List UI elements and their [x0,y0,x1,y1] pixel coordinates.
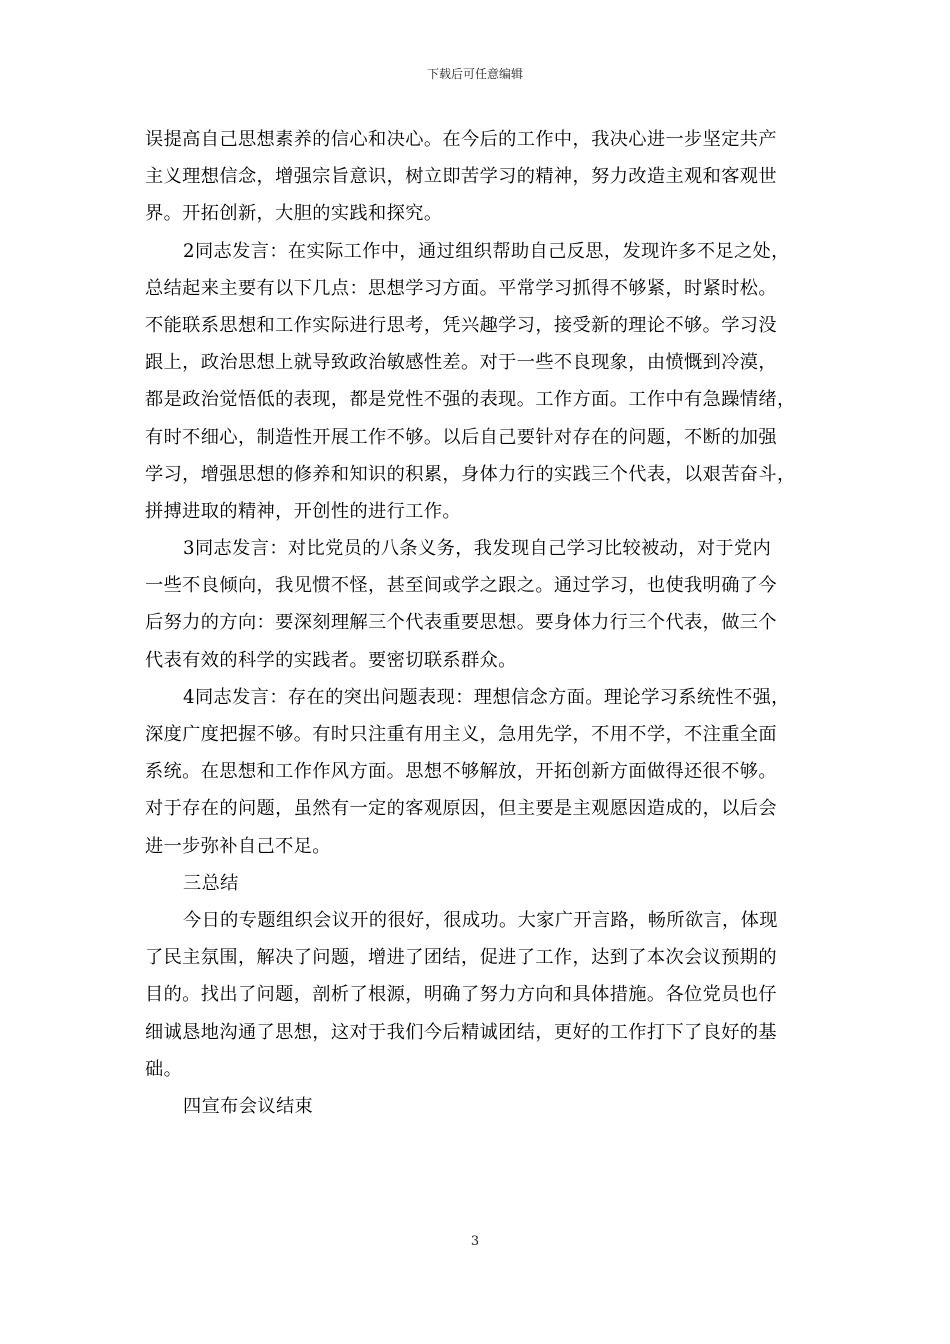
body-line: 目的。找出了问题，剖析了根源，明确了努力方向和具体措施。各位党员也仔 [145,984,777,1006]
document-body [145,121,810,1125]
body-line: 代表有效的科学的实践者。要密切联系群众。 [145,649,517,671]
body-line: 细诚恳地沟通了思想，这对于我们今后精诚团结，更好的工作打下了良好的基 [145,1021,777,1043]
body-line: 总结起来主要有以下几点：思想学习方面。平常学习抓得不够紧，时紧时松。 [145,277,777,299]
page-header: 下载后可任意编辑 [426,67,523,81]
section-heading: 四宣布会议结束 [183,1095,314,1117]
body-line: 不能联系思想和工作实际进行思考，凭兴趣学习，接受新的理论不够。学习没 [145,314,777,336]
body-line: 深度广度把握不够。有时只注重有用主义，急用先学，不用不学，不注重全面 [145,724,777,745]
body-line: 进一步弥补自己不足。 [145,835,331,857]
body-line: 础。 [145,1058,183,1080]
body-line: 误提高自己思想素养的信心和决心。在今后的工作中，我决心进一步坚定共产 [145,129,777,150]
body-line: 一些不良倾向，我见惯不怪，甚至间或学之跟之。通过学习，也使我明确了今 [145,575,777,597]
body-line: 拼搏进取的精神，开创性的进行工作。 [145,500,461,522]
paragraph-start-line: 今日的专题组织会议开的很好，很成功。大家广开言路，畅所欲言，体现 [183,909,778,931]
paragraph-start-line: 2同志发言：在实际工作中，通过组织帮助自己反思，发现许多不足之处， [183,240,790,262]
body-line: 有时不细心，制造性开展工作不够。以后自己要针对存在的问题，不断的加强 [145,426,777,448]
body-line: 跟上，政治思想上就导致政治敏感性差。对于一些不良现象，由愤慨到冷漠， [145,352,777,374]
section-heading: 三总结 [183,872,239,894]
page-number: 3 [470,1234,480,1249]
body-line: 主义理想信念，增强宗旨意识，树立即苦学习的精神，努力改造主观和客观世 [145,166,777,188]
body-line: 对于存在的问题，虽然有一定的客观原因，但主要是主观愿因造成的，以后会 [145,798,777,820]
paragraph-start-line: 4同志发言：存在的突出问题表现：理想信念方面。理论学习系统性不强， [183,686,790,708]
body-line: 界。开拓创新，大胆的实践和探究。 [145,203,443,225]
body-line: 后努力的方向：要深刻理解三个代表重要思想。要身体力行三个代表，做三个 [145,612,777,634]
body-line: 都是政治觉悟低的表现，都是党性不强的表现。工作方面。工作中有急躁情绪， [145,389,796,411]
body-line: 了民主氛围，解决了问题，增进了团结，促进了工作，达到了本次会议预期的 [145,947,777,969]
body-line: 系统。在思想和工作作风方面。思想不够解放，开拓创新方面做得还很不够。 [145,761,777,783]
paragraph-start-line: 3同志发言：对比党员的八条义务，我发现自己学习比较被动，对于党内 [183,538,772,560]
body-line: 学习，增强思想的修养和知识的积累，身体力行的实践三个代表，以艰苦奋斗， [145,463,796,485]
